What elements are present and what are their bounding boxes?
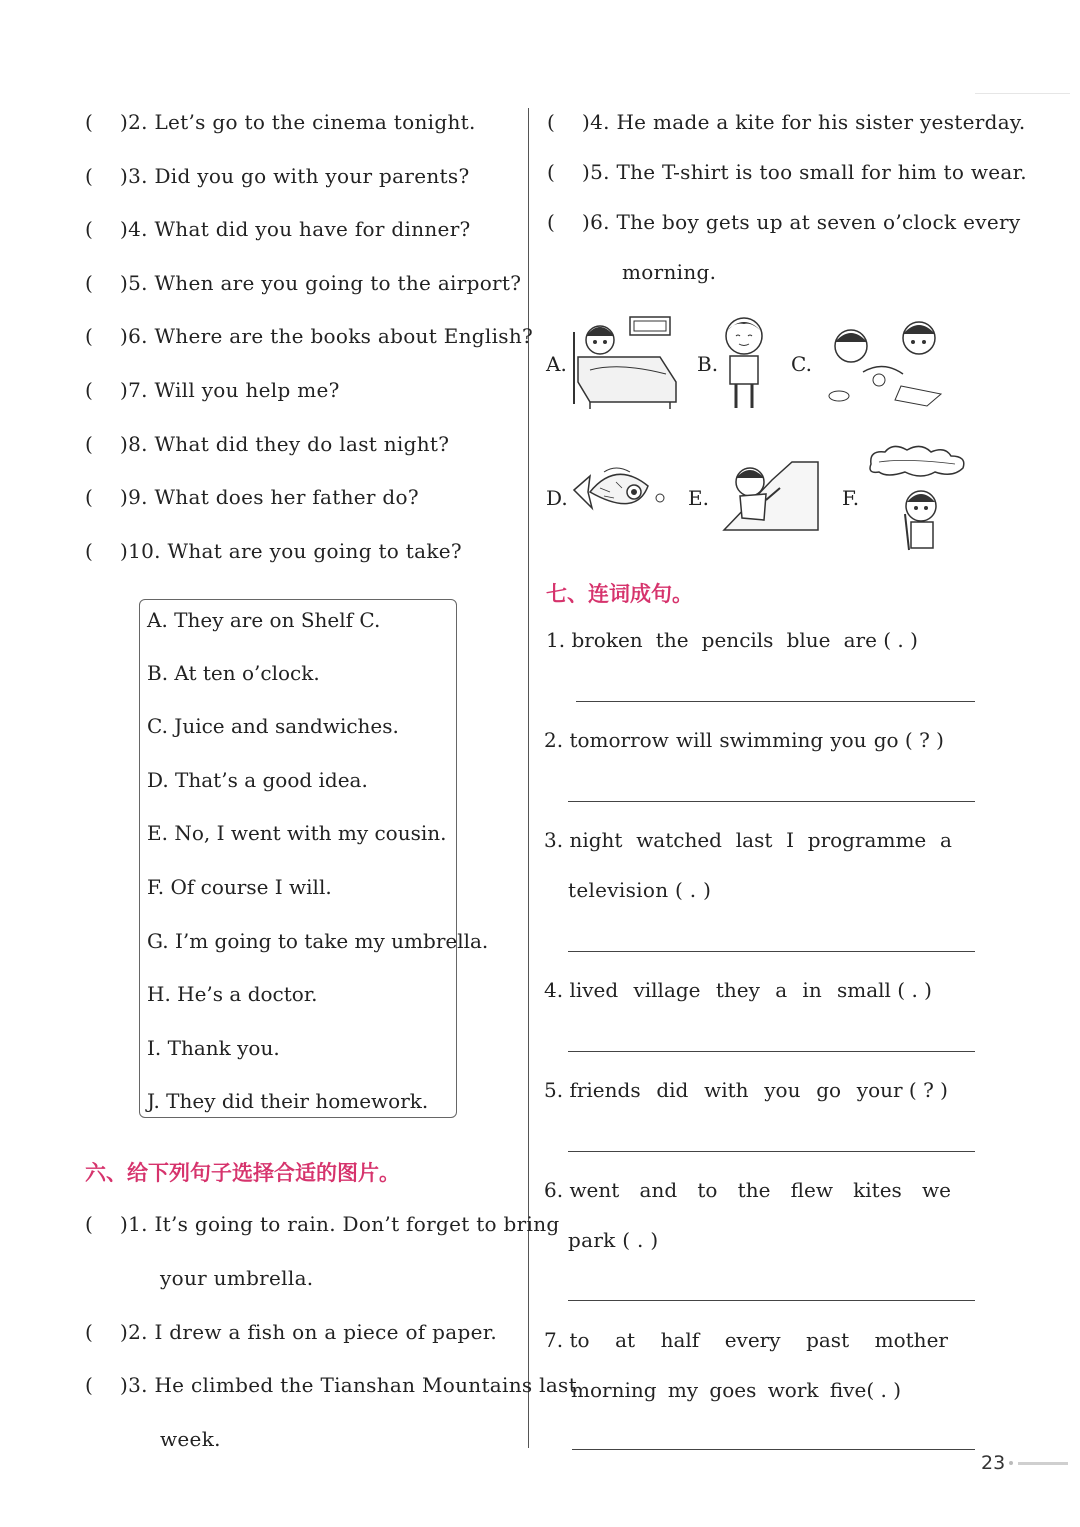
word: I (786, 828, 795, 852)
word: 2. tomorrow (544, 728, 669, 752)
word: half (660, 1328, 700, 1352)
rain-clouds-boy-illustration (865, 444, 970, 554)
answer-paren[interactable]: ( (85, 324, 93, 348)
word: your ( ? ) (856, 1078, 948, 1102)
answer-paren[interactable]: ( (547, 210, 555, 234)
word: go ( ? ) (873, 728, 944, 752)
word: 4. lived (544, 978, 619, 1002)
answer-paren[interactable]: ( (85, 164, 93, 188)
pic-label-e: E. (688, 486, 709, 510)
word: small ( . ) (837, 978, 932, 1002)
word-row-2 (544, 728, 944, 752)
word: kites (853, 1178, 902, 1202)
picture-question-5: )5. The T-shirt is too small for him to wear. (582, 160, 1027, 184)
option-g: G. I’m going to take my umbrella. (147, 929, 489, 953)
word: programme (807, 828, 927, 852)
word: swimming (719, 728, 824, 752)
word: are ( . ) (843, 628, 918, 652)
word: to (697, 1178, 718, 1202)
section-7-title: 七、连词成句。 (546, 582, 693, 606)
word: we (922, 1178, 951, 1202)
answer-paren[interactable]: ( (85, 485, 93, 509)
word: morning (571, 1378, 657, 1402)
kids-playing-illustration (823, 312, 948, 407)
option-e: E. No, I went with my cousin. (147, 821, 447, 845)
answer-line-5[interactable] (568, 1151, 975, 1152)
option-b: B. At ten o’clock. (147, 661, 320, 685)
word: work (767, 1378, 819, 1402)
word: my (667, 1378, 699, 1402)
option-j: J. They did their homework. (147, 1089, 429, 1113)
option-d: D. That’s a good idea. (147, 768, 368, 792)
word: flew (790, 1178, 833, 1202)
question-8: )8. What did they do last night? (120, 432, 450, 456)
question-3: )3. Did you go with your parents? (120, 164, 470, 188)
word-row-7 (544, 1328, 948, 1352)
answer-paren[interactable]: ( (85, 432, 93, 456)
word: 5. friends (544, 1078, 641, 1102)
word-row-4 (544, 978, 932, 1002)
answer-paren[interactable]: ( (85, 1320, 93, 1344)
word: did (656, 1078, 689, 1102)
option-i: I. Thank you. (147, 1036, 280, 1060)
answer-paren[interactable]: ( (547, 110, 555, 134)
question-2: )2. Let’s go to the cinema tonight. (120, 110, 476, 134)
word: 6. went (544, 1178, 620, 1202)
word-row-6-cont: park ( . ) (568, 1228, 659, 1252)
answer-paren[interactable]: ( (85, 539, 93, 563)
question-4: )4. What did you have for dinner? (120, 217, 471, 241)
picture-question-3: )3. He climbed the Tianshan Mountains last (120, 1373, 577, 1397)
word-row-3 (544, 828, 952, 852)
column-divider (528, 108, 529, 1448)
question-9: )9. What does her father do? (120, 485, 419, 509)
word: go (816, 1078, 842, 1102)
word: every (724, 1328, 781, 1352)
word: at (615, 1328, 636, 1352)
word: they (715, 978, 760, 1002)
pic-label-f: F. (842, 486, 860, 510)
answer-paren[interactable]: ( (85, 1373, 93, 1397)
answer-line-7[interactable] (572, 1449, 975, 1450)
option-c: C. Juice and sandwiches. (147, 714, 399, 738)
word: blue (786, 628, 831, 652)
question-6: )6. Where are the books about English? (120, 324, 534, 348)
word: the (737, 1178, 771, 1202)
question-7: )7. Will you help me? (120, 378, 340, 402)
word: in (802, 978, 822, 1002)
word-row-1 (546, 628, 918, 652)
word: the (655, 628, 689, 652)
picture-question-1: )1. It’s going to rain. Don’t forget to bring (120, 1212, 560, 1236)
question-5: )5. When are you going to the airport? (120, 271, 522, 295)
boy-in-bed-illustration (570, 312, 682, 412)
word: 7. to (544, 1328, 590, 1352)
boy-climbing-illustration (722, 460, 820, 532)
word: village (633, 978, 701, 1002)
word-row-6 (544, 1178, 951, 1202)
word: will (675, 728, 713, 752)
header-rule (975, 93, 1070, 94)
option-h: H. He’s a doctor. (147, 982, 318, 1006)
answer-line-3[interactable] (568, 951, 975, 952)
page-bar (1018, 1462, 1068, 1465)
page-dot (1009, 1461, 1013, 1465)
word: past (806, 1328, 850, 1352)
fish-drawing-illustration (570, 462, 670, 526)
pic-label-d: D. (546, 486, 568, 510)
answer-paren[interactable]: ( (85, 378, 93, 402)
section-6-title: 六、给下列句子选择合适的图片。 (85, 1161, 400, 1185)
answer-line-6[interactable] (568, 1300, 975, 1301)
word: mother (874, 1328, 948, 1352)
word: a (775, 978, 788, 1002)
option-a: A. They are on Shelf C. (147, 608, 381, 632)
word: pencils (701, 628, 774, 652)
pic-label-c: C. (791, 352, 812, 376)
answer-paren[interactable]: ( (85, 271, 93, 295)
question-10: )10. What are you going to take? (120, 539, 462, 563)
word: watched (636, 828, 722, 852)
pic-label-a: A. (546, 352, 567, 376)
word-row-5 (544, 1078, 948, 1102)
picture-question-4: )4. He made a kite for his sister yesterday. (582, 110, 1026, 134)
answer-paren[interactable]: ( (85, 217, 93, 241)
answer-line-2[interactable] (568, 801, 975, 802)
answer-line-4[interactable] (568, 1051, 975, 1052)
option-f: F. Of course I will. (147, 875, 332, 899)
word: 3. night (544, 828, 623, 852)
word-row-7-cont (571, 1378, 901, 1402)
word: last (735, 828, 773, 852)
answer-paren[interactable]: ( (547, 160, 555, 184)
word: and (639, 1178, 678, 1202)
word: with (704, 1078, 749, 1102)
answer-line-1[interactable] (576, 701, 975, 702)
word: you (764, 1078, 801, 1102)
page-number: 23 (981, 1452, 1006, 1474)
picture-question-6-cont: morning. (622, 260, 717, 284)
word: five( . ) (829, 1378, 901, 1402)
picture-question-3-cont: week. (160, 1427, 221, 1451)
word-row-3-cont: television ( . ) (568, 878, 712, 902)
answer-paren[interactable]: ( (85, 110, 93, 134)
picture-question-1-cont: your umbrella. (160, 1266, 314, 1290)
word: 1. broken (546, 628, 643, 652)
word: a (940, 828, 952, 852)
word: goes (709, 1378, 757, 1402)
boy-tshirt-illustration (718, 312, 770, 414)
word: you (830, 728, 867, 752)
answer-paren[interactable]: ( (85, 1212, 93, 1236)
picture-question-6: )6. The boy gets up at seven o’clock every (582, 210, 1021, 234)
pic-label-b: B. (697, 352, 719, 376)
picture-question-2: )2. I drew a fish on a piece of paper. (120, 1320, 498, 1344)
